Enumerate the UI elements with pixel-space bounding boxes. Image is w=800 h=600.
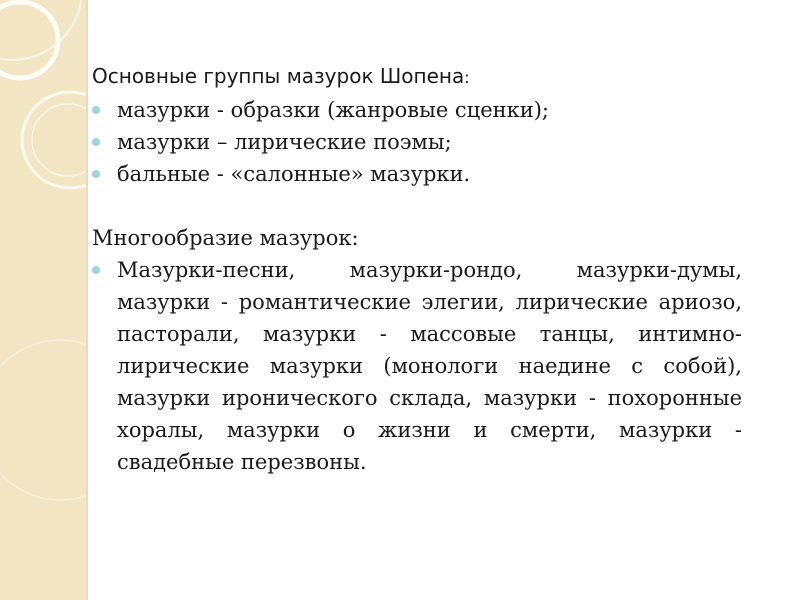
- bullet-icon: [92, 138, 100, 146]
- bullet-icon: [92, 106, 100, 114]
- decorative-side-band: [0, 0, 86, 600]
- side-band-border: [86, 0, 88, 600]
- heading-mazurka-variety: Многообразие мазурок:: [92, 226, 359, 250]
- list-item-text: бальные - «салонные» мазурки.: [117, 162, 471, 186]
- heading-chopin-mazurka-groups: [92, 60, 742, 94]
- heading-groups-text: Основные группы мазурок Шопена: [92, 64, 465, 88]
- list-item-text: мазурки – лирические поэмы;: [117, 130, 452, 154]
- decorative-circle: [32, 104, 86, 176]
- decorative-circle: [0, 2, 58, 78]
- slide-content: [92, 60, 742, 478]
- bullet-icon: [92, 266, 100, 274]
- heading-groups-colon: :: [464, 68, 470, 87]
- list-item-text: мазурки - образки (жанровые сценки);: [117, 98, 550, 122]
- list-item: [92, 254, 742, 478]
- list-item: [92, 158, 742, 190]
- list-item: [92, 126, 742, 158]
- list-item: [92, 94, 742, 126]
- bullet-icon: [92, 170, 100, 178]
- groups-list: [92, 94, 742, 190]
- variety-list: [92, 254, 742, 478]
- list-item-text: Мазурки-песни, мазурки-рондо, мазурки-думы, мазурки - романтические элегии, лирические ариозо, пасторали, мазурки - массовые танцы, интимно-лирические мазурки (монологи наедине с собой), мазурки иронического склада, мазурки - похоронные хоралы, мазурки о жизни и смерти, мазурки - свадебные перезвоны.: [117, 258, 742, 474]
- decorative-circles: [0, 0, 86, 600]
- decorative-circle: [0, 340, 86, 500]
